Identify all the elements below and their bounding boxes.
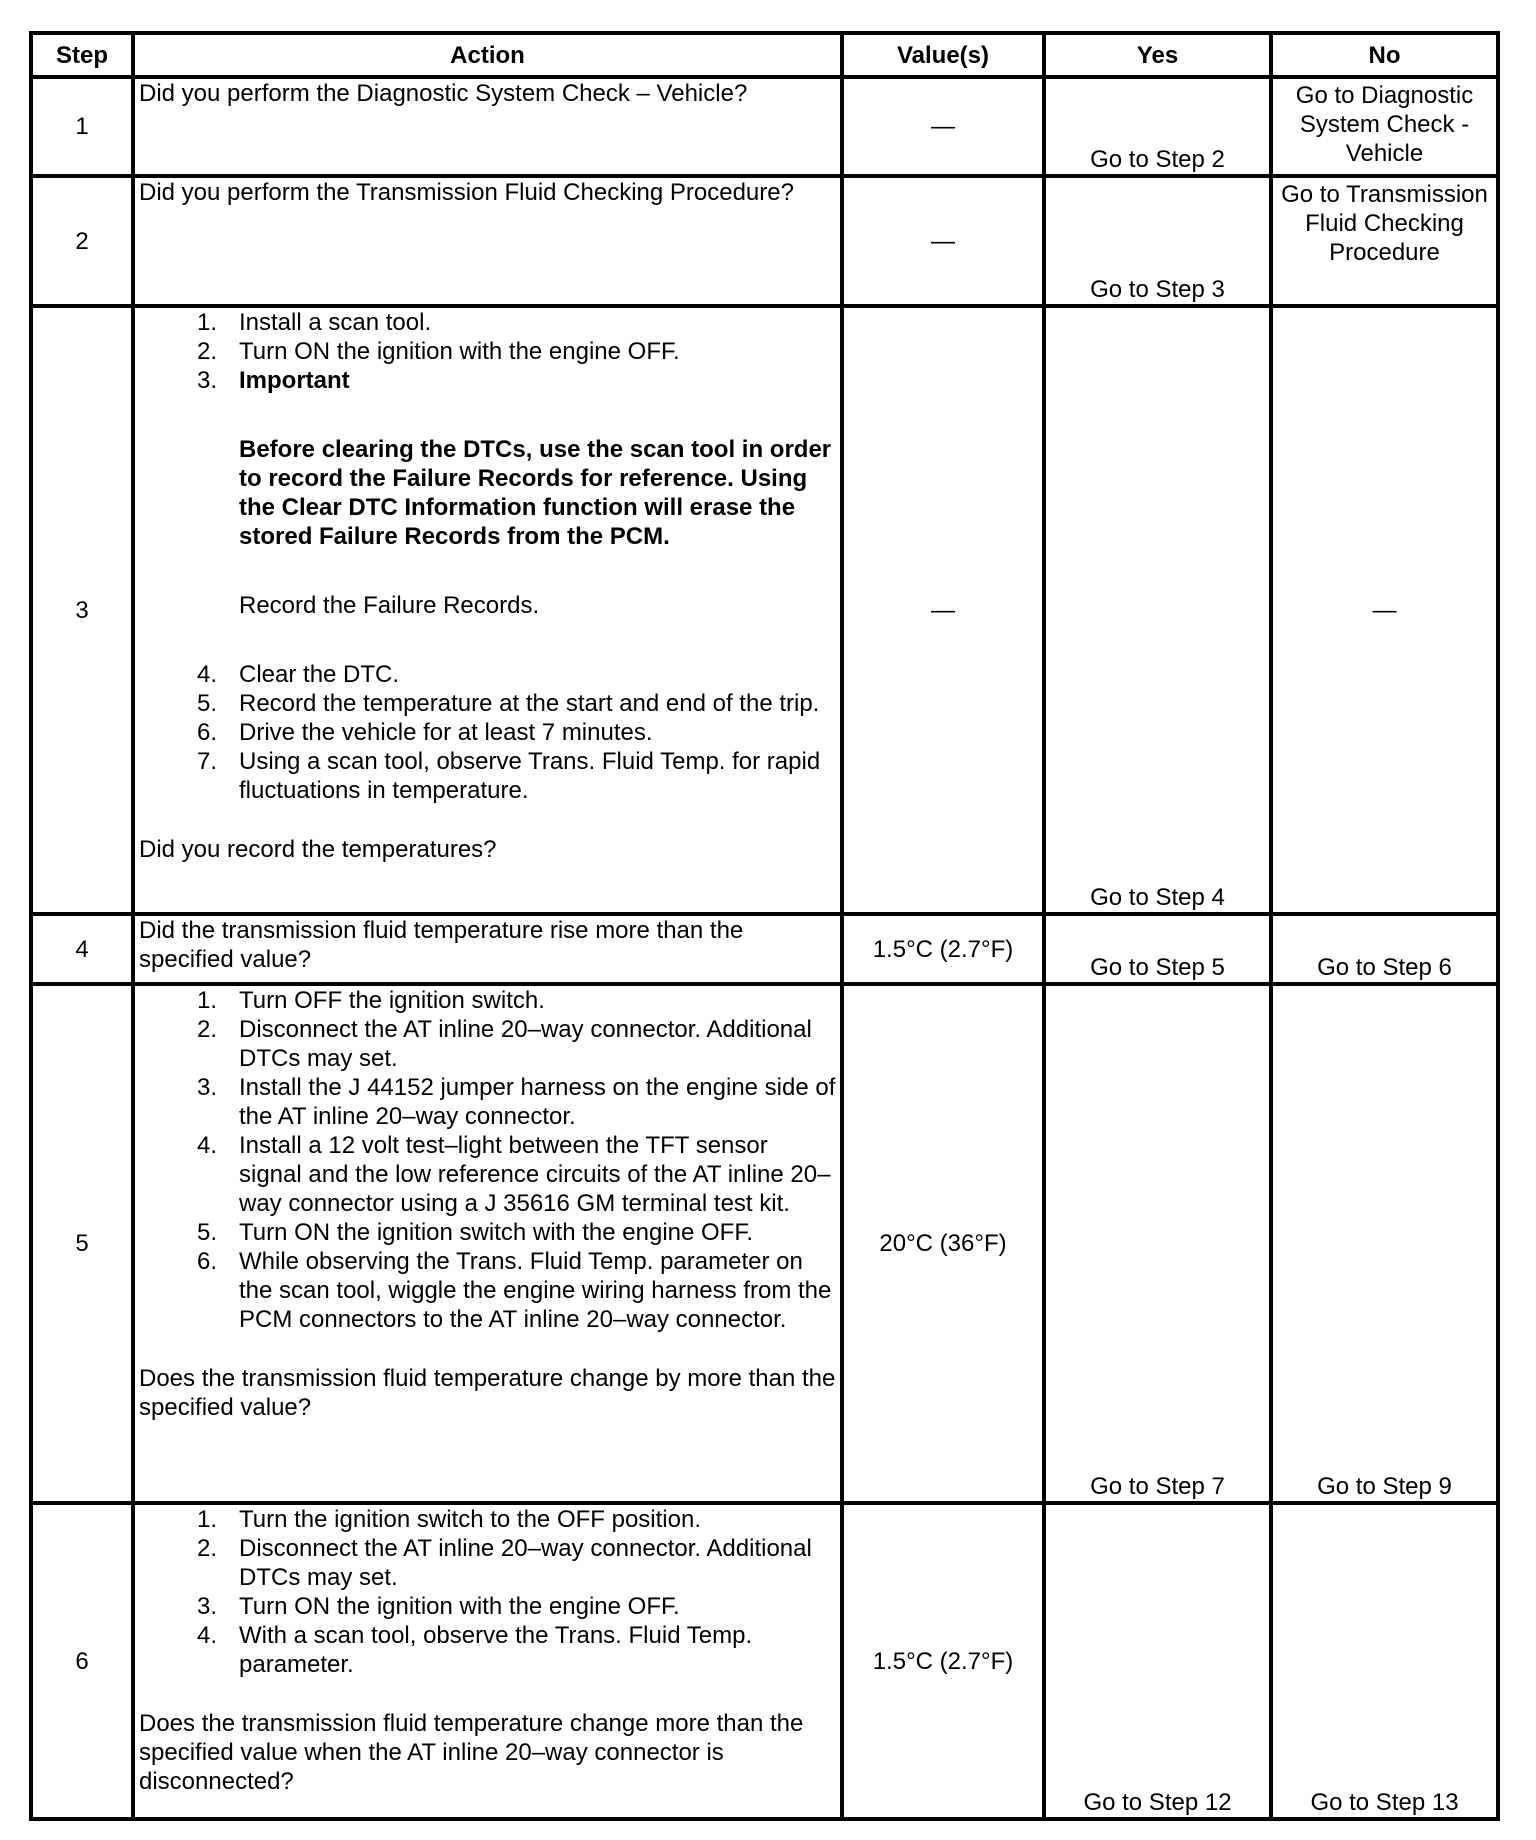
substep — [139, 1073, 836, 1131]
substep-number: 1. — [196, 1506, 217, 1533]
value-cell: 1.5°C (2.7°F) — [842, 1503, 1044, 1819]
no-link[interactable]: Go to Step 13 — [1271, 1503, 1498, 1819]
substep-number: 1. — [196, 987, 217, 1014]
step-number: 2 — [31, 176, 133, 306]
substep-number: 4. — [196, 1622, 217, 1649]
substep-list — [139, 308, 836, 395]
action-question: Did you perform the Diagnostic System Check – Vehicle? — [139, 80, 748, 107]
yes-link[interactable]: Go to Step 4 — [1044, 306, 1271, 914]
substep-number: 5. — [196, 1219, 217, 1246]
substep-text: Clear the DTC. — [239, 661, 400, 688]
substep — [139, 1218, 836, 1247]
header-row — [31, 33, 1498, 77]
substep-number: 2. — [196, 338, 217, 365]
substep-number: 6. — [196, 1248, 217, 1275]
value-cell: — — [842, 306, 1044, 914]
substep-text: Install a scan tool. — [239, 309, 432, 336]
no-link[interactable]: Go to Step 6 — [1271, 914, 1498, 984]
record-instruction: Record the Failure Records. — [239, 592, 540, 619]
substep — [139, 366, 836, 395]
substep-number: 1. — [196, 309, 217, 336]
substep-number: 7. — [196, 748, 217, 775]
substep-list — [139, 1505, 836, 1679]
substep-list — [139, 986, 836, 1334]
substep-text: Turn ON the ignition with the engine OFF. — [239, 1593, 680, 1620]
header-action: Action — [133, 33, 842, 77]
substep — [139, 1621, 836, 1679]
value-cell: — — [842, 176, 1044, 306]
action-question: Did you perform the Transmission Fluid Checking Procedure? — [139, 179, 794, 206]
substep — [139, 337, 836, 366]
substep-number: 3. — [196, 1593, 217, 1620]
substep — [139, 747, 836, 805]
no-link[interactable]: Go to Transmission Fluid Checking Procedure — [1271, 176, 1498, 306]
substep — [139, 1505, 836, 1534]
yes-link[interactable]: Go to Step 5 — [1044, 914, 1271, 984]
substep-text: Using a scan tool, observe Trans. Fluid Temp. for rapid fluctuations in temperature. — [239, 748, 821, 804]
table-row-step-6 — [31, 1503, 1498, 1819]
header-step: Step — [31, 33, 133, 77]
header-no: No — [1271, 33, 1498, 77]
step-number: 1 — [31, 77, 133, 176]
action-cell — [133, 306, 842, 914]
action-question: Does the transmission fluid temperature change by more than the specified value? — [139, 1365, 836, 1421]
header-values: Value(s) — [842, 33, 1044, 77]
value-cell: 1.5°C (2.7°F) — [842, 914, 1044, 984]
substep — [139, 1015, 836, 1073]
substep-text: Disconnect the AT inline 20–way connector. Additional DTCs may set. — [239, 1535, 812, 1591]
substep-text: Turn the ignition switch to the OFF position. — [239, 1506, 701, 1533]
substep — [139, 1534, 836, 1592]
action-cell — [133, 914, 842, 984]
substep-number: 4. — [196, 1132, 217, 1159]
table-row-step-1 — [31, 77, 1498, 176]
yes-link[interactable]: Go to Step 7 — [1044, 984, 1271, 1503]
substep — [139, 718, 836, 747]
important-notice: Before clearing the DTCs, use the scan tool in order to record the Failure Records for reference. Using the Clear DTC Information function will erase the stored Failure Records from the PCM. — [239, 436, 832, 550]
substep — [139, 1131, 836, 1218]
value-cell: — — [842, 77, 1044, 176]
header-yes: Yes — [1044, 33, 1271, 77]
substep-text: Install a 12 volt test–light between the TFT sensor signal and the low reference circuits of the AT inline 20–way connector using a J 35616 GM terminal test kit. — [239, 1132, 831, 1217]
substep-number: 5. — [196, 690, 217, 717]
substep — [139, 1592, 836, 1621]
action-question: Does the transmission fluid temperature change more than the specified value when the AT inline 20–way connector is disconnected? — [139, 1710, 804, 1795]
substep-text: Install the J 44152 jumper harness on the engine side of the AT inline 20–way connector. — [239, 1074, 836, 1130]
table-row-step-4 — [31, 914, 1498, 984]
value-cell: 20°C (36°F) — [842, 984, 1044, 1503]
substep-text: Turn OFF the ignition switch. — [239, 987, 545, 1014]
table-row-step-5 — [31, 984, 1498, 1503]
substep — [139, 308, 836, 337]
table-row-step-2 — [31, 176, 1498, 306]
substep-number: 3. — [196, 1074, 217, 1101]
substep-number: 2. — [196, 1535, 217, 1562]
substep — [139, 689, 836, 718]
substep — [139, 986, 836, 1015]
substep-text: With a scan tool, observe the Trans. Fluid Temp. parameter. — [239, 1622, 753, 1678]
step-number: 5 — [31, 984, 133, 1503]
substep-text: Disconnect the AT inline 20–way connector. Additional DTCs may set. — [239, 1016, 812, 1072]
action-question: Did the transmission fluid temperature rise more than the specified value? — [139, 917, 744, 973]
no-link[interactable]: Go to Step 9 — [1271, 984, 1498, 1503]
important-heading: Important — [239, 367, 350, 394]
substep-text: Turn ON the ignition switch with the engine OFF. — [239, 1219, 754, 1246]
substep-text: Turn ON the ignition with the engine OFF. — [239, 338, 680, 365]
substep-number: 4. — [196, 661, 217, 688]
diagnostic-table — [29, 31, 1500, 1821]
action-cell — [133, 176, 842, 306]
yes-link[interactable]: Go to Step 2 — [1044, 77, 1271, 176]
substep-text: Record the temperature at the start and end of the trip. — [239, 690, 820, 717]
action-question: Did you record the temperatures? — [139, 836, 497, 863]
substep-number: 3. — [196, 367, 217, 394]
substep — [139, 1247, 836, 1334]
step-number: 6 — [31, 1503, 133, 1819]
table-row-step-3 — [31, 306, 1498, 914]
yes-link[interactable]: Go to Step 12 — [1044, 1503, 1271, 1819]
yes-link[interactable]: Go to Step 3 — [1044, 176, 1271, 306]
substep — [139, 660, 836, 689]
no-link[interactable]: Go to Diagnostic System Check - Vehicle — [1271, 77, 1498, 176]
step-number: 4 — [31, 914, 133, 984]
substep-text: Drive the vehicle for at least 7 minutes. — [239, 719, 653, 746]
substep-number: 2. — [196, 1016, 217, 1043]
substep-number: 6. — [196, 719, 217, 746]
action-cell — [133, 1503, 842, 1819]
substep-text: While observing the Trans. Fluid Temp. parameter on the scan tool, wiggle the engine wiring harness from the PCM connectors to the AT inline 20–way connector. — [239, 1248, 832, 1333]
substep-list-continued — [139, 660, 836, 805]
action-cell — [133, 77, 842, 176]
step-number: 3 — [31, 306, 133, 914]
action-cell — [133, 984, 842, 1503]
no-cell: — — [1271, 306, 1498, 914]
